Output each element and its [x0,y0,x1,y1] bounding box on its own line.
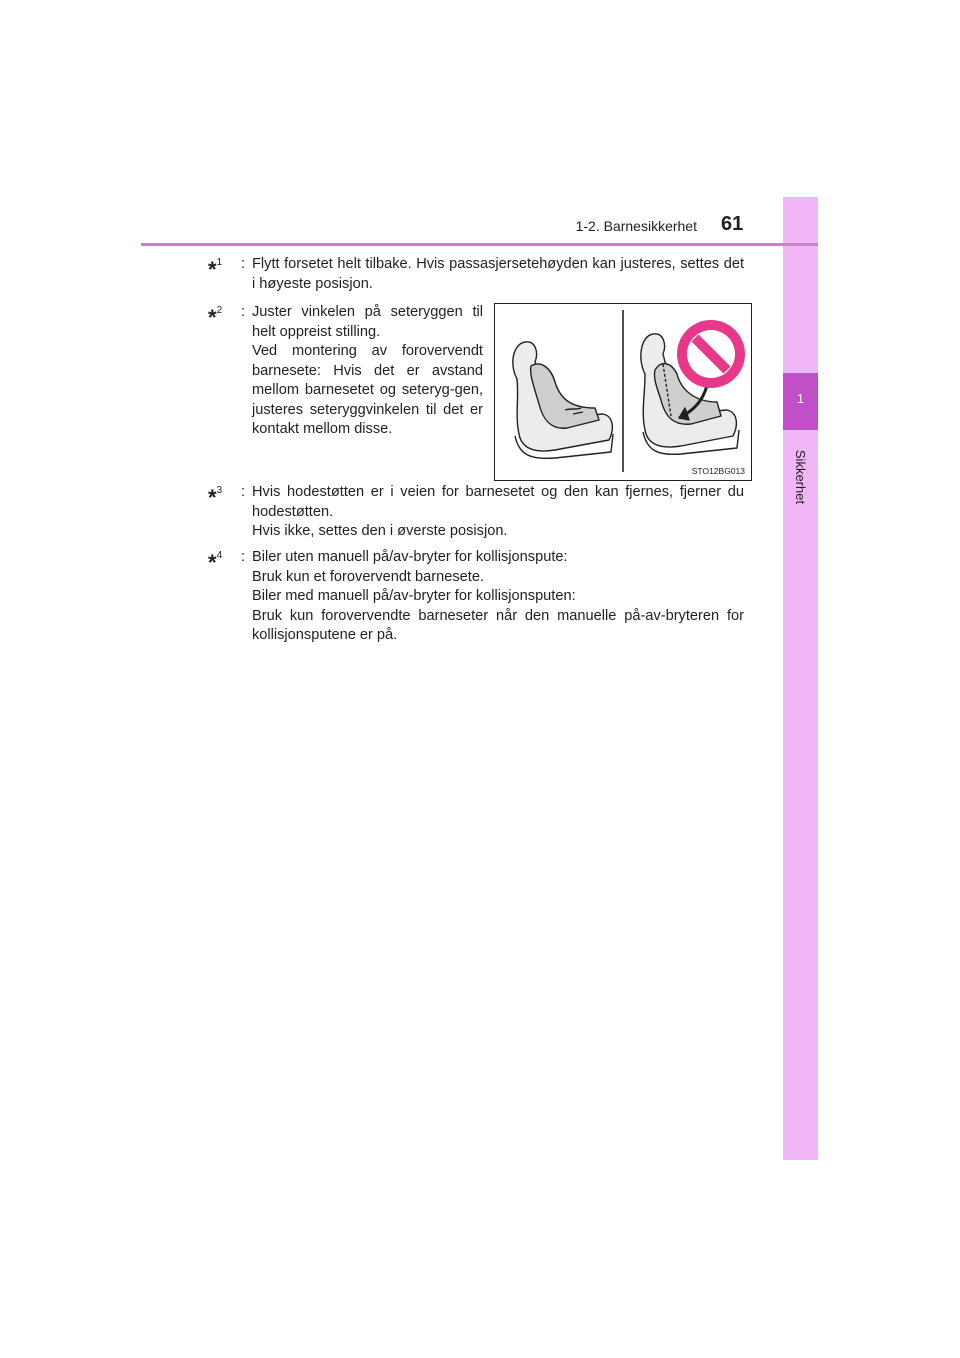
note-text: Bruk kun et forovervendt barnesete. [252,568,485,585]
note-marker: *$^4$ [208,550,223,575]
note-text: Biler uten manuell på/av-bryter for kollisjonspute: [252,549,568,565]
prohibition-icon [677,320,745,388]
note-text: Hvis hodestøtten er i veien for barnesetet og den kan fjernes, fjerner du hodestøtten. [252,484,744,520]
header-rule [141,243,818,246]
note-marker: *$^1$ [208,257,223,282]
note-1: *$^1$ : Flytt forsetet helt tilbake. Hvis passasjersetehøyden kan justeres, settes det i høyeste posisjon. [221,255,744,294]
note-text: Bruk kun forovervendte barneseter når den manuelle på-av-bryteren for kollisjonsputene er på. [252,607,744,643]
note-2: *$^2$ : Juster vinkelen på seteryggen til helt oppreist stilling. Ved montering av forovervendt barnesete: Hvis det er avstand mellom barnesetet og seteryg-gen, justeres seteryggvinkelen til det er kontakt mellom disse. [221,303,483,440]
chapter-title: Sikkerhet [793,449,808,505]
note-marker: *$^3$ [208,485,223,510]
page-number: 61 [721,213,744,235]
chapter-number: 1 [796,391,805,406]
note-text: Juster vinkelen på seteryggen til helt oppreist stilling. [252,304,483,340]
chapter-side-tab [783,197,818,1160]
note-4: *$^4$ : Biler uten manuell på/av-bryter for kollisjonspute: Bruk kun et forovervendt barnesete. Biler med manuell på/av-bryter for kollisjonsputen: Bruk kun forovervendte barneseter når den manuelle på-av-bryteren for kollisjonsputene er på. [221,548,744,646]
note-3: *$^3$ : Hvis hodestøtten er i veien for barnesetet og den kan fjernes, fjerner du hodestøtten. Hvis ikke, settes den i øverste posisjon. [221,483,744,542]
seat-illustration [495,304,751,480]
note-text: Ved montering av forovervendt barnesete: Hvis det er avstand mellom barnesetet og seteryg-gen, justeres seteryggvinkelen til det er kontakt mellom disse. [252,343,483,437]
note-text: Biler med manuell på/av-bryter for kollisjonsputen: [252,588,576,604]
note-text: Hvis ikke, settes den i øverste posisjon. [252,523,508,539]
note-text: Flytt forsetet helt tilbake. Hvis passasjersetehøyden kan justeres, settes det i høyeste posisjon. [252,256,744,292]
note-marker: *$^2$ [208,305,223,330]
figure-code: STO12BG013 [691,466,745,476]
child-seat-figure [494,303,752,481]
section-title: 1-2. Barnesikkerhet [575,218,697,234]
